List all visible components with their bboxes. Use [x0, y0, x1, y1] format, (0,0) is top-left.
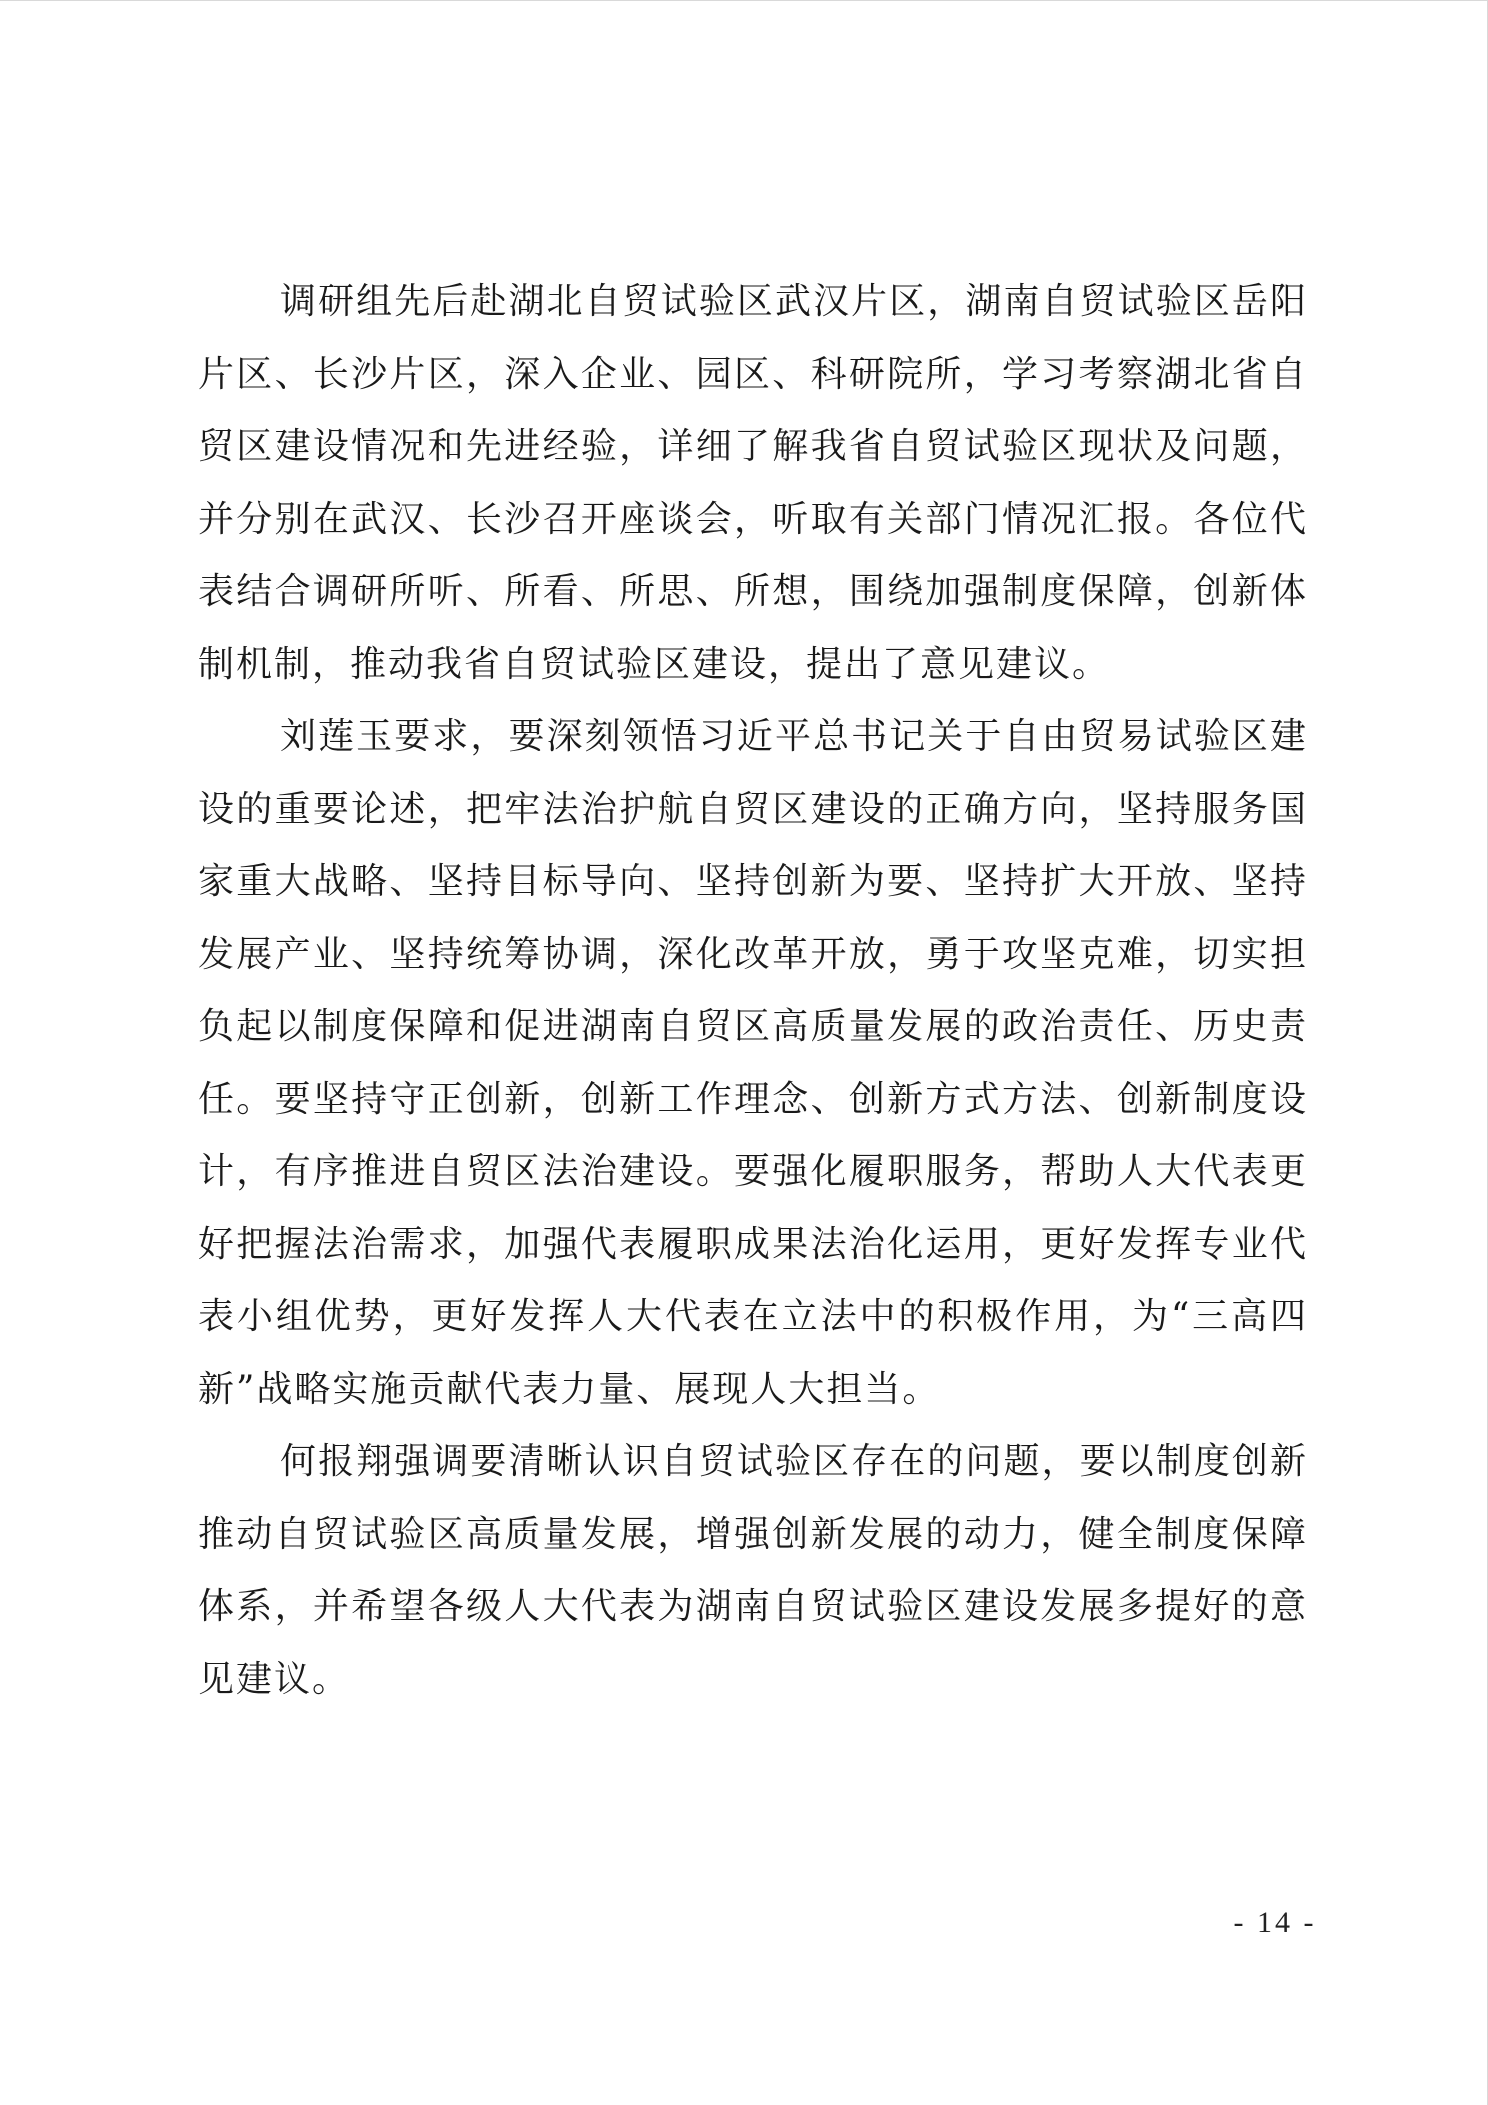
page-border-top	[0, 0, 1488, 1]
paragraph-liu-lianyu-requirements: 刘莲玉要求，要深刻领悟习近平总书记关于自由贸易试验区建设的重要论述，把牢法治护航自贸区建设的正确方向，坚持服务国家重大战略、坚持目标导向、坚持创新为要、坚持扩大开放、坚持发展产业、坚持统筹协调，深化改革开放，勇于攻坚克难，切实担负起以制度保障和促进湖南自贸区高质量发展的政治责任、历史责任。要坚持守正创新，创新工作理念、创新方式方法、创新制度设计，有序推进自贸区法治建设。要强化履职服务，帮助人大代表更好把握法治需求，加强代表履职成果法治化运用，更好发挥专业代表小组优势，更好发挥人大代表在立法中的积极作用，为“三高四新”战略实施贡献代表力量、展现人大担当。	[198, 716, 1308, 1410]
paragraph-research-trip: 调研组先后赴湖北自贸试验区武汉片区，湖南自贸试验区岳阳片区、长沙片区，深入企业、园区、科研院所，学习考察湖北省自贸区建设情况和先进经验，详细了解我省自贸试验区现状及问题，并分别在武汉、长沙召开座谈会，听取有关部门情况汇报。各位代表结合调研所听、所看、所思、所想，围绕加强制度保障，创新体制机制，推动我省自贸试验区建设，提出了意见建议。	[198, 281, 1308, 685]
page-number: - 14 -	[1233, 1906, 1317, 1939]
paragraph-he-baoxiang-emphasis: 何报翔强调要清晰认识自贸试验区存在的问题，要以制度创新推动自贸试验区高质量发展，增强创新发展的动力，健全制度保障体系，并希望各级人大代表为湖南自贸试验区建设发展多提好的意见建议。	[198, 1441, 1308, 1700]
document-body	[198, 266, 1308, 1716]
